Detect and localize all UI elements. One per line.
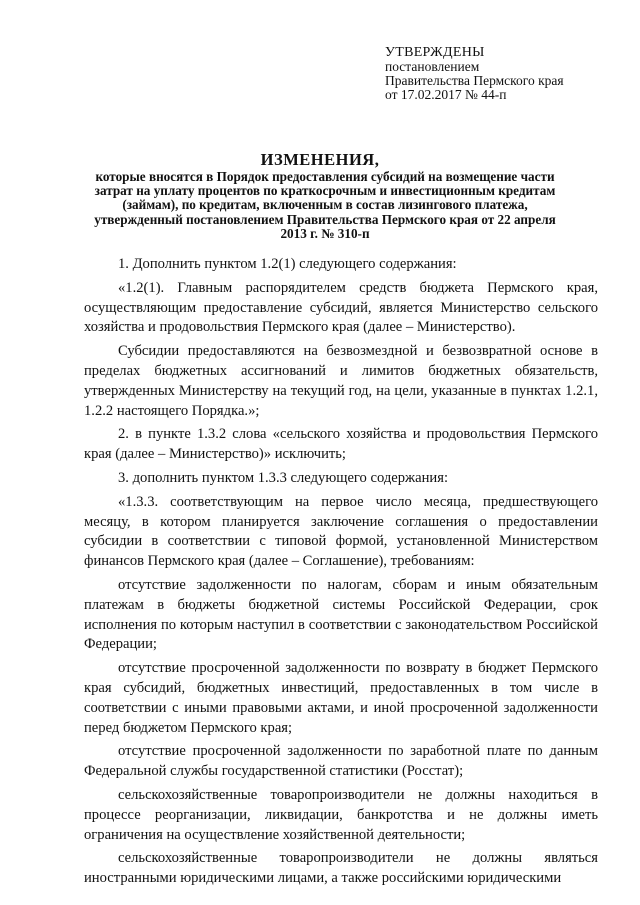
- document-body: [84, 255, 598, 893]
- paragraph: «1.3.3. соответствующим на первое число месяца, предшествующего месяцу, в котором планируется заключение соглашения о предоставлении субсидии в соответствии с типовой формой, установленной Министерством финансов Пермского края (далее – Соглашение), требованиям:: [84, 493, 598, 570]
- paragraph: отсутствие просроченной задолженности по возврату в бюджет Пермского края субсидий, бюджетных инвестиций, предоставленных в том числе в соответствии с иными правовыми актами, и иной просроченной задолженности перед бюджетом Пермского края;: [84, 660, 598, 736]
- paragraph: сельскохозяйственные товаропроизводители не должны находиться в процессе реорганизации, ликвидации, банкротства и не должны иметь ограничения на осуществление хозяйственной деятельности;: [84, 786, 598, 843]
- paragraph: 2. в пункте 1.3.2 слова «сельского хозяйства и продовольствия Пермского края (далее – Министерство)» исключить;: [84, 426, 598, 463]
- approval-heading: УТВЕРЖДЕНЫ: [385, 45, 485, 60]
- paragraph: Субсидии предоставляются на безвозмездной и безвозвратной основе в пределах бюджетных ассигнований и лимитов бюджетных обязательств, утвержденных Министерству на текущий год, на цели, указанные в пунктах 1.2.1, 1.2.2 настоящего Порядка.»;: [84, 343, 598, 419]
- document-title: ИЗМЕНЕНИЯ,: [260, 150, 380, 169]
- paragraph: 3. дополнить пунктом 1.3.3 следующего содержания:: [118, 469, 449, 486]
- document-subtitle: которые вносятся в Порядок предоставления субсидий на возмещение части затрат на уплату процентов по краткосрочным и инвестиционным кредитам (займам), по кредитам, включенным в состав лизингового платежа, утвержденный постановлением Правительства Пермского края от 22 апреля 2013 г. № 310-п: [94, 169, 556, 241]
- paragraph: «1.2(1). Главным распорядителем средств бюджета Пермского края, осуществляющим предоставление субсидий, является Министерство сельского хозяйства и продовольствия Пермского края (далее – Министерство).: [84, 279, 598, 336]
- approval-line: Правительства Пермского края: [385, 73, 564, 88]
- approval-date-number: от 17.02.2017 № 44-п: [385, 87, 507, 102]
- paragraph: отсутствие просроченной задолженности по заработной плате по данным Федеральной службы государственной статистики (Росстат);: [84, 743, 598, 780]
- paragraph: отсутствие задолженности по налогам, сборам и иным обязательным платежам в бюджеты бюджетной системы Российской Федерации, срок исполнения по которым наступил в соответствии с законодательством Российской Федерации;: [84, 576, 598, 653]
- approval-stamp: [385, 46, 625, 102]
- approval-line: постановлением: [385, 59, 480, 74]
- paragraph: 1. Дополнить пунктом 1.2(1) следующего содержания:: [118, 256, 457, 272]
- paragraph: сельскохозяйственные товаропроизводители не должны являться иностранными юридическими лицами, а также российскими юридическими: [84, 850, 598, 887]
